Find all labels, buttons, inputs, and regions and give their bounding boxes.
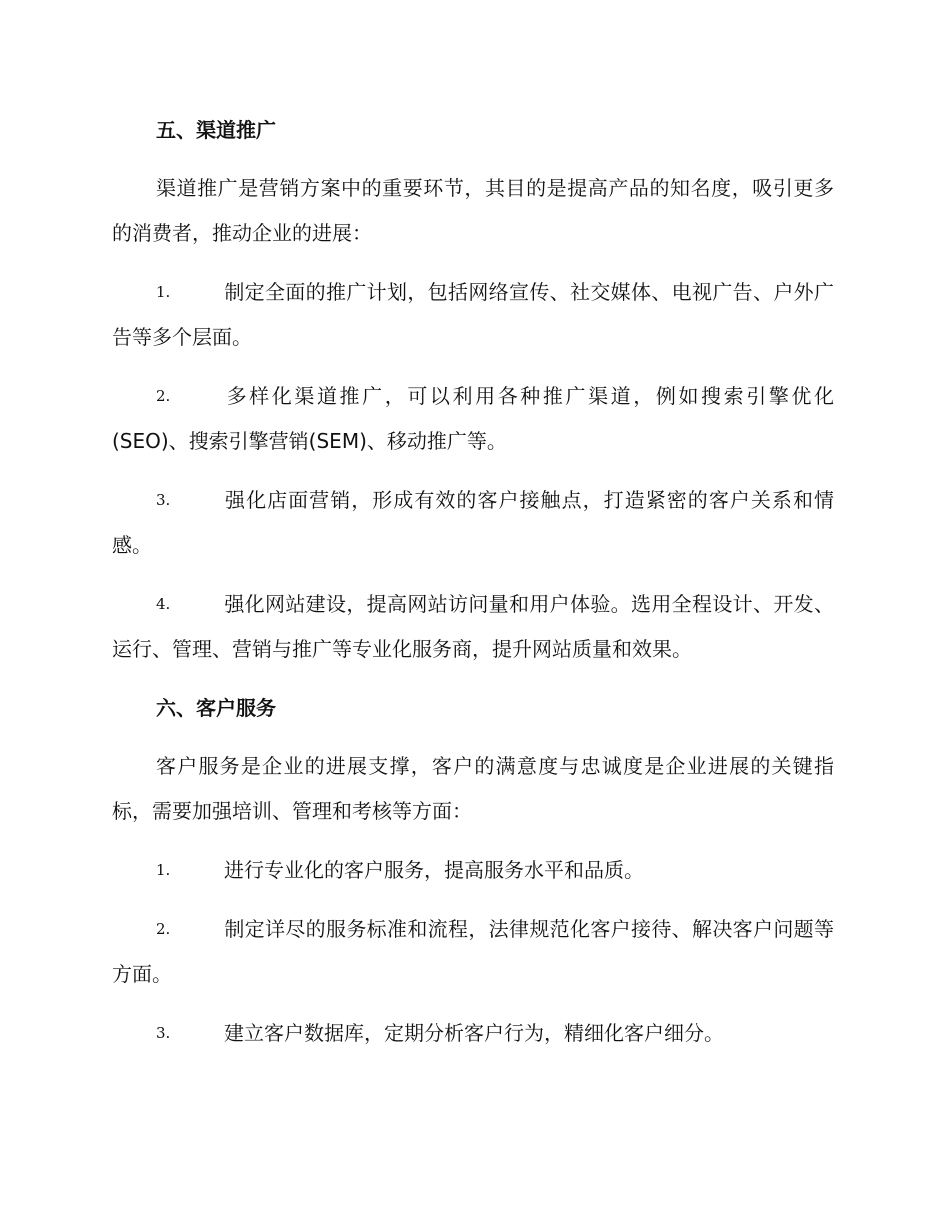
section-heading-channel-promotion: 五、渠道推广 bbox=[156, 118, 276, 142]
list-item-text: 制定详尽的服务标准和流程，法律规范化客户接待、解决客户问题等方面。 bbox=[112, 917, 834, 986]
list-item-text: 制定全面的推广计划，包括网络宣传、社交媒体、电视广告、户外广告等多个层面。 bbox=[112, 280, 834, 349]
list-item bbox=[112, 478, 834, 568]
list-item-number: 3. bbox=[156, 491, 171, 509]
list-item-text: 进行专业化的客户服务，提高服务水平和品质。 bbox=[224, 858, 644, 882]
list-item-text: 建立客户数据库，定期分析客户行为，精细化客户细分。 bbox=[224, 1021, 724, 1045]
list-item bbox=[112, 374, 834, 464]
list-item-text: 强化店面营销，形成有效的客户接触点，打造紧密的客户关系和情感。 bbox=[112, 488, 834, 557]
list-item bbox=[112, 848, 834, 893]
list-item bbox=[112, 1011, 834, 1056]
section-heading-customer-service: 六、客户服务 bbox=[156, 696, 276, 720]
list-item-number: 1. bbox=[156, 283, 171, 301]
list-item-number: 4. bbox=[156, 595, 171, 613]
section-intro-customer-service: 客户服务是企业的进展支撑，客户的满意度与忠诚度是企业进展的关键指标，需要加强培训、管理和考核等方面： bbox=[112, 754, 834, 823]
section-intro-channel-promotion: 渠道推广是营销方案中的重要环节，其目的是提高产品的知名度，吸引更多的消费者，推动企业的进展： bbox=[112, 176, 834, 245]
list-item-text: 多样化渠道推广，可以利用各种推广渠道，例如搜索引擎优化(SEO)、搜索引擎营销(SEM)、移动推广等。 bbox=[112, 384, 834, 453]
list-item bbox=[112, 582, 834, 672]
list-item bbox=[112, 270, 834, 360]
document-body bbox=[112, 108, 834, 1070]
list-item-number: 3. bbox=[156, 1024, 171, 1042]
list-item-text: 强化网站建设，提高网站访问量和用户体验。选用全程设计、开发、运行、管理、营销与推广等专业化服务商，提升网站质量和效果。 bbox=[112, 592, 834, 661]
list-item-number: 2. bbox=[156, 920, 171, 938]
list-item-number: 1. bbox=[156, 861, 171, 879]
list-item bbox=[112, 907, 834, 997]
list-item-number: 2. bbox=[156, 387, 171, 405]
